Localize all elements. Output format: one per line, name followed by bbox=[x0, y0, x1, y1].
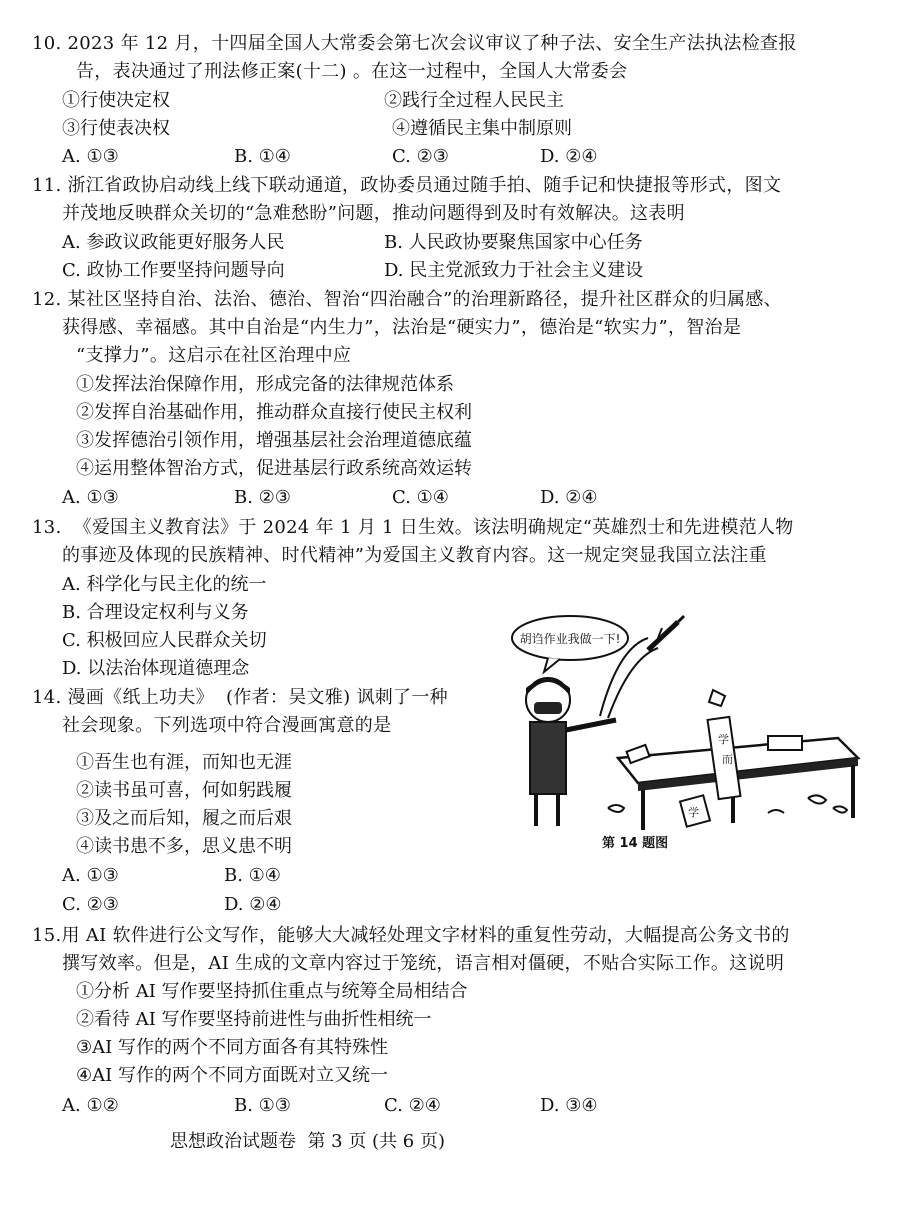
q12-choice-b[interactable]: B. ②③ bbox=[234, 487, 291, 508]
q15-choice-a[interactable]: A. ①② bbox=[62, 1095, 119, 1116]
q14-choice-c[interactable]: C. ②③ bbox=[62, 894, 119, 915]
q15-statement-1: ①分析 AI 写作要坚持抓住重点与统筹全局相结合 bbox=[76, 981, 468, 1002]
q10-stem-line1: 10. 2023 年 12 月，十四届全国人大常委会第七次会议审议了种子法、安全生产法执法检查报 bbox=[32, 33, 797, 54]
q10-statement-3: ③行使表决权 bbox=[62, 118, 170, 139]
q15-statement-2: ②看待 AI 写作要坚持前进性与曲折性相统一 bbox=[76, 1009, 432, 1030]
q11-choice-d[interactable]: D. 民主党派致力于社会主义建设 bbox=[384, 260, 644, 281]
q15-choice-d[interactable]: D. ③④ bbox=[540, 1095, 598, 1116]
q15-statement-3: ③AI 写作的两个不同方面各有其特殊性 bbox=[76, 1037, 388, 1058]
q14-statement-2: ②读书虽可喜，何如躬践履 bbox=[76, 780, 292, 801]
q12-statement-2: ②发挥自治基础作用，推动群众直接行使民主权利 bbox=[76, 402, 472, 423]
q11-choice-b[interactable]: B. 人民政协要聚焦国家中心任务 bbox=[384, 232, 643, 253]
q13-stem-line1: 13. 《爱国主义教育法》于 2024 年 1 月 1 日生效。该法明确规定“英雄烈士和先进模范人物 bbox=[32, 517, 794, 538]
q10-choice-a[interactable]: A. ①③ bbox=[62, 146, 119, 167]
q10-statement-4: ④遵循民主集中制原则 bbox=[392, 118, 572, 139]
q14-statement-1: ①吾生也有涯，而知也无涯 bbox=[76, 752, 292, 773]
q14-stem-line2: 社会现象。下列选项中符合漫画寓意的是 bbox=[62, 715, 392, 736]
q10-choice-c[interactable]: C. ②③ bbox=[392, 146, 449, 167]
q13-choice-b[interactable]: B. 合理设定权利与义务 bbox=[62, 602, 249, 623]
q10-stem-line2: 告，表决通过了刑法修正案(十二) 。在这一过程中，全国人大常委会 bbox=[76, 61, 628, 82]
q12-stem-line3: “支撑力”。这启示在社区治理中应 bbox=[76, 345, 352, 366]
q12-choice-a[interactable]: A. ①③ bbox=[62, 487, 119, 508]
q13-stem-line2: 的事迹及体现的民族精神、时代精神”为爱国主义教育内容。这一规定突显我国立法注重 bbox=[62, 545, 767, 566]
svg-text:学: 学 bbox=[718, 733, 729, 746]
q11-choice-c[interactable]: C. 政协工作要坚持问题导向 bbox=[62, 260, 285, 281]
speech-bubble-text: 胡诌作业我做一下! bbox=[519, 632, 621, 646]
q14-choice-d[interactable]: D. ②④ bbox=[224, 894, 282, 915]
q11-choice-a[interactable]: A. 参政议政能更好服务人民 bbox=[62, 232, 285, 253]
q11-stem-line1: 11. 浙江省政协启动线上线下联动通道，政协委员通过随手拍、随手记和快捷报等形式，图文 bbox=[32, 175, 782, 196]
q15-choice-b[interactable]: B. ①③ bbox=[234, 1095, 291, 1116]
q12-choice-c[interactable]: C. ①④ bbox=[392, 487, 449, 508]
q11-stem-line2: 并茂地反映群众关切的“急难愁盼”问题，推动问题得到及时有效解决。这表明 bbox=[62, 203, 685, 224]
q10-statement-1: ①行使决定权 bbox=[62, 90, 170, 111]
q13-choice-c[interactable]: C. 积极回应人民群众关切 bbox=[62, 630, 267, 651]
q14-cartoon-figure bbox=[508, 608, 868, 858]
q12-stem-line2: 获得感、幸福感。其中自治是“内生力”，法治是“硬实力”，德治是“软实力”，智治是 bbox=[62, 317, 742, 338]
q12-choice-d[interactable]: D. ②④ bbox=[540, 487, 598, 508]
q15-stem-line2: 撰写效率。但是，AI 生成的文章内容过于笼统，语言相对僵硬，不贴合实际工作。这说明 bbox=[62, 953, 785, 974]
q12-statement-1: ①发挥法治保障作用，形成完备的法律规范体系 bbox=[76, 374, 454, 395]
q15-choice-c[interactable]: C. ②④ bbox=[384, 1095, 441, 1116]
q14-figure-caption: 第 14 题图 bbox=[602, 836, 669, 851]
q10-statement-2: ②践行全过程人民民主 bbox=[384, 90, 564, 111]
q15-stem-line1: 15.用 AI 软件进行公文写作，能够大大减轻处理文字材料的重复性劳动，大幅提高公务文书的 bbox=[32, 925, 790, 946]
q12-statement-3: ③发挥德治引领作用，增强基层社会治理道德底蕴 bbox=[76, 430, 472, 451]
svg-text:而: 而 bbox=[722, 753, 733, 766]
q15-statement-4: ④AI 写作的两个不同方面既对立又统一 bbox=[76, 1065, 388, 1086]
svg-text:学: 学 bbox=[688, 806, 699, 819]
q10-choice-b[interactable]: B. ①④ bbox=[234, 146, 291, 167]
q14-choice-a[interactable]: A. ①③ bbox=[62, 865, 119, 886]
q13-choice-a[interactable]: A. 科学化与民主化的统一 bbox=[62, 574, 267, 595]
q13-choice-d[interactable]: D. 以法治体现道德理念 bbox=[62, 658, 250, 679]
q14-stem-line1: 14. 漫画《纸上功夫》 (作者：吴文雅) 讽刺了一种 bbox=[32, 687, 448, 708]
q14-choice-b[interactable]: B. ①④ bbox=[224, 865, 281, 886]
q10-choice-d[interactable]: D. ②④ bbox=[540, 146, 598, 167]
q14-statement-3: ③及之而后知，履之而后艰 bbox=[76, 808, 292, 829]
page-footer: 思想政治试题卷 第 3 页 (共 6 页) bbox=[170, 1131, 445, 1152]
q14-statement-4: ④读书患不多，思义患不明 bbox=[76, 836, 292, 857]
q12-stem-line1: 12. 某社区坚持自治、法治、德治、智治“四治融合”的治理新路径，提升社区群众的归属感、 bbox=[32, 289, 782, 310]
q12-statement-4: ④运用整体智治方式，促进基层行政系统高效运转 bbox=[76, 458, 472, 479]
student-figure bbox=[526, 678, 616, 826]
